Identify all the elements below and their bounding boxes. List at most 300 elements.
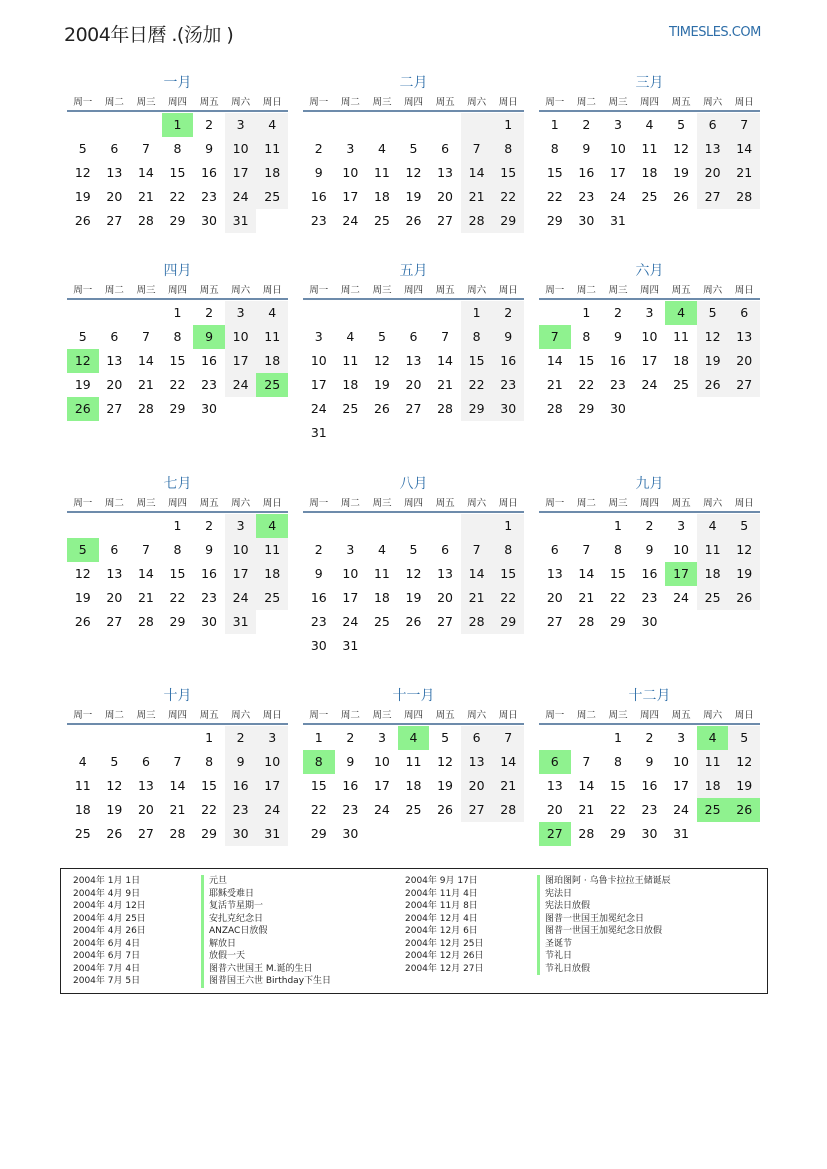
empty-day-cell [571,726,603,750]
empty-day-cell [571,514,603,538]
site-logo[interactable]: TIMESLES.COM [669,25,761,40]
day-cell: 2 [314,542,323,557]
day-cell: 21 [492,774,524,798]
day-cell: 20 [437,590,454,605]
month-2 [303,72,524,233]
day-grid [67,514,288,634]
day-cell: 11 [697,750,729,774]
weekday-label: 周四 [168,97,188,108]
day-cell: 10 [641,329,658,344]
legend-holiday-name: 图普一世国王加冕纪念日放假 [537,925,671,938]
day-cell: 19 [697,349,729,373]
day-cell: 4 [645,117,654,132]
day-cell: 17 [310,377,327,392]
day-cell: 23 [609,377,626,392]
day-cell: 22 [609,802,626,817]
day-cell: 26 [405,213,422,228]
weekday-label: 周五 [199,498,219,509]
weekday-label: 周五 [435,710,455,721]
month-title: 五月 [399,263,428,279]
day-grid [67,113,288,233]
legend-names-left [201,875,331,988]
weekday-header [539,495,760,513]
weekday-header [539,707,760,725]
day-cell: 19 [673,165,690,180]
day-cell: 20 [728,349,760,373]
day-cell: 23 [641,590,658,605]
weekday-label: 周四 [640,498,660,509]
day-cell: 20 [106,377,123,392]
weekday-label: 周四 [404,285,424,296]
day-cell: 28 [137,614,154,629]
holiday-day-cell: 4 [665,301,697,325]
day-cell: 1 [550,117,559,132]
day-cell: 5 [110,754,119,769]
day-cell: 8 [173,141,182,156]
weekday-label: 周四 [640,97,660,108]
weekday-label: 周三 [372,97,392,108]
month-12 [539,685,760,846]
day-cell: 20 [106,189,123,204]
holiday-legend [60,868,768,994]
day-cell: 11 [641,141,658,156]
day-cell: 14 [137,165,154,180]
weekday-header [539,94,760,112]
legend-date: 2004年 7月 4日 [73,963,141,974]
month-6 [539,260,760,421]
day-cell: 30 [201,614,218,629]
day-cell: 12 [405,566,422,581]
day-cell: 18 [373,590,390,605]
day-cell: 30 [201,213,218,228]
day-cell: 16 [310,189,327,204]
day-cell: 7 [582,754,591,769]
empty-day-cell [539,301,571,325]
day-cell: 22 [492,185,524,209]
empty-day-cell [429,514,461,538]
day-cell: 10 [225,538,257,562]
day-cell: 18 [74,802,91,817]
day-cell: 15 [169,353,186,368]
day-cell: 14 [437,353,454,368]
day-cell: 27 [405,401,422,416]
day-cell: 30 [342,826,359,841]
weekday-label: 周六 [467,97,487,108]
month-title: 十二月 [628,688,671,704]
day-cell: 5 [78,329,87,344]
day-cell: 24 [673,802,690,817]
day-cell: 16 [641,566,658,581]
day-cell: 28 [137,213,154,228]
day-cell: 4 [346,329,355,344]
day-cell: 15 [461,349,493,373]
day-cell: 11 [342,353,359,368]
day-cell: 21 [169,802,186,817]
day-cell: 10 [673,754,690,769]
day-cell: 3 [346,141,355,156]
month-1 [67,72,288,233]
day-cell: 28 [578,614,595,629]
holiday-day-cell: 27 [539,822,571,846]
month-9 [539,473,760,634]
day-cell: 3 [377,730,386,745]
holiday-day-cell: 26 [67,397,99,421]
day-cell: 30 [609,401,626,416]
day-cell: 18 [256,562,288,586]
day-cell: 17 [225,161,257,185]
day-cell: 18 [697,774,729,798]
day-cell: 29 [310,826,327,841]
day-cell: 21 [437,377,454,392]
day-cell: 27 [437,213,454,228]
day-cell: 14 [492,750,524,774]
weekday-label: 周三 [136,97,156,108]
day-cell: 28 [546,401,563,416]
legend-date: 2004年 12月 27日 [405,963,484,974]
holiday-day-cell: 25 [256,373,288,397]
weekday-header [67,94,288,112]
day-cell: 11 [256,325,288,349]
legend-holiday-name: 图普六世国王 M.诞的生日 [201,963,331,976]
weekday-label: 周三 [608,710,628,721]
weekday-label: 周日 [734,97,754,108]
day-cell: 1 [173,518,182,533]
day-cell: 6 [141,754,150,769]
day-cell: 28 [461,610,493,634]
holiday-day-cell: 7 [539,325,571,349]
day-cell: 24 [310,401,327,416]
empty-day-cell [67,514,99,538]
day-cell: 22 [461,373,493,397]
day-cell: 29 [492,610,524,634]
day-cell: 29 [169,614,186,629]
day-cell: 12 [74,165,91,180]
day-cell: 26 [74,614,91,629]
day-cell: 24 [256,798,288,822]
day-cell: 2 [205,305,214,320]
weekday-label: 周五 [199,710,219,721]
day-cell: 17 [373,778,390,793]
weekday-label: 周四 [640,710,660,721]
empty-day-cell [398,301,430,325]
day-cell: 4 [256,301,288,325]
day-cell: 30 [578,213,595,228]
day-cell: 12 [728,538,760,562]
holiday-day-cell: 9 [193,325,225,349]
empty-day-cell [429,113,461,137]
day-cell: 29 [546,213,563,228]
weekday-label: 周三 [372,285,392,296]
day-cell: 29 [492,209,524,233]
legend-holiday-name: ANZAC日放假 [201,925,331,938]
day-cell: 15 [609,778,626,793]
weekday-label: 周六 [703,97,723,108]
weekday-label: 周日 [734,498,754,509]
day-cell: 3 [346,542,355,557]
day-cell: 17 [342,590,359,605]
day-cell: 20 [137,802,154,817]
day-grid [539,514,760,634]
day-cell: 22 [310,802,327,817]
day-cell: 3 [645,305,654,320]
weekday-label: 周六 [467,285,487,296]
legend-holiday-name: 节礼日 [537,950,671,963]
day-cell: 20 [405,377,422,392]
day-cell: 10 [310,353,327,368]
day-cell: 25 [256,185,288,209]
legend-holiday-name: 宪法日放假 [537,900,671,913]
day-cell: 25 [74,826,91,841]
day-cell: 24 [225,185,257,209]
weekday-header [67,495,288,513]
weekday-label: 周二 [104,97,124,108]
day-cell: 11 [405,754,422,769]
day-cell: 7 [492,726,524,750]
month-title: 六月 [635,263,664,279]
day-cell: 3 [225,113,257,137]
day-cell: 23 [492,373,524,397]
day-cell: 5 [377,329,386,344]
day-cell: 6 [441,141,450,156]
day-cell: 31 [673,826,690,841]
day-cell: 17 [673,778,690,793]
day-cell: 27 [106,614,123,629]
day-cell: 29 [461,397,493,421]
weekday-header [303,707,524,725]
month-title: 三月 [635,75,664,91]
empty-day-cell [67,726,99,750]
day-cell: 6 [697,113,729,137]
empty-day-cell [130,514,162,538]
legend-date: 2004年 12月 4日 [405,913,478,924]
month-title: 七月 [163,476,192,492]
day-cell: 29 [609,826,626,841]
day-cell: 13 [106,566,123,581]
legend-date: 2004年 12月 6日 [405,926,478,936]
day-cell: 19 [106,802,123,817]
day-cell: 4 [256,113,288,137]
day-cell: 2 [645,518,654,533]
day-cell: 16 [609,353,626,368]
day-cell: 22 [578,377,595,392]
day-grid [303,514,524,658]
day-cell: 27 [106,213,123,228]
day-cell: 22 [169,377,186,392]
weekday-label: 周六 [703,710,723,721]
day-cell: 27 [137,826,154,841]
day-cell: 2 [314,141,323,156]
day-cell: 31 [342,638,359,653]
empty-day-cell [461,514,493,538]
empty-day-cell [99,301,131,325]
day-cell: 25 [342,401,359,416]
empty-day-cell [539,726,571,750]
day-cell: 21 [137,189,154,204]
weekday-label: 周六 [231,97,251,108]
day-cell: 2 [205,117,214,132]
month-8 [303,473,524,658]
day-cell: 7 [141,141,150,156]
day-grid [539,726,760,846]
month-11 [303,685,524,846]
day-cell: 16 [492,349,524,373]
day-cell: 16 [310,590,327,605]
weekday-label: 周一 [73,97,93,108]
weekday-label: 周四 [168,498,188,509]
day-cell: 19 [74,189,91,204]
day-cell: 13 [106,353,123,368]
empty-day-cell [130,301,162,325]
day-cell: 29 [578,401,595,416]
day-cell: 19 [405,590,422,605]
holiday-day-cell: 12 [67,349,99,373]
day-cell: 25 [256,586,288,610]
weekday-label: 周六 [231,498,251,509]
day-cell: 23 [201,590,218,605]
day-cell: 31 [609,213,626,228]
day-cell: 13 [546,778,563,793]
day-cell: 26 [697,373,729,397]
weekday-label: 周二 [104,285,124,296]
day-cell: 17 [256,774,288,798]
holiday-day-cell: 5 [67,538,99,562]
day-cell: 5 [728,514,760,538]
day-cell: 14 [461,562,493,586]
holiday-day-cell: 4 [697,726,729,750]
day-cell: 26 [106,826,123,841]
day-cell: 9 [314,566,323,581]
month-title: 二月 [399,75,428,91]
day-cell: 14 [137,353,154,368]
empty-day-cell [366,301,398,325]
weekday-label: 周四 [168,710,188,721]
day-cell: 7 [441,329,450,344]
day-cell: 15 [492,161,524,185]
day-cell: 9 [645,542,654,557]
holiday-day-cell: 1 [162,113,194,137]
weekday-label: 周四 [404,498,424,509]
legend-date: 2004年 4月 9日 [73,888,141,899]
day-cell: 12 [405,165,422,180]
day-cell: 5 [697,301,729,325]
day-cell: 1 [613,518,622,533]
day-cell: 9 [645,754,654,769]
day-cell: 30 [641,826,658,841]
day-cell: 16 [641,778,658,793]
legend-names-right [537,875,671,975]
day-cell: 18 [256,161,288,185]
empty-day-cell [130,113,162,137]
day-cell: 10 [342,165,359,180]
weekday-label: 周一 [545,97,565,108]
weekday-label: 周三 [136,285,156,296]
day-cell: 25 [697,586,729,610]
month-title: 九月 [635,476,664,492]
empty-day-cell [366,113,398,137]
day-cell: 7 [173,754,182,769]
day-cell: 3 [677,730,686,745]
month-4 [67,260,288,421]
day-cell: 17 [609,165,626,180]
day-cell: 1 [492,514,524,538]
day-cell: 29 [169,401,186,416]
day-cell: 19 [74,590,91,605]
empty-day-cell [398,514,430,538]
day-cell: 20 [546,590,563,605]
day-cell: 12 [373,353,390,368]
day-cell: 26 [673,189,690,204]
day-cell: 7 [141,542,150,557]
legend-dates-right [405,875,484,975]
day-cell: 23 [342,802,359,817]
day-cell: 8 [492,137,524,161]
day-cell: 13 [697,137,729,161]
day-cell: 13 [461,750,493,774]
day-cell: 23 [225,798,257,822]
day-cell: 28 [728,185,760,209]
weekday-label: 周六 [703,498,723,509]
day-cell: 12 [437,754,454,769]
day-cell: 2 [582,117,591,132]
day-cell: 14 [169,778,186,793]
day-cell: 25 [641,189,658,204]
day-cell: 21 [728,161,760,185]
day-cell: 19 [74,377,91,392]
day-cell: 14 [578,566,595,581]
legend-holiday-name: 安扎克纪念日 [201,913,331,926]
legend-holiday-name: 宪法日 [537,888,671,901]
month-title: 一月 [163,75,192,91]
holiday-day-cell: 25 [697,798,729,822]
day-cell: 31 [225,209,257,233]
day-cell: 9 [346,754,355,769]
day-cell: 21 [137,590,154,605]
day-cell: 14 [137,566,154,581]
day-cell: 11 [697,538,729,562]
weekday-header [303,282,524,300]
weekday-label: 周日 [262,97,282,108]
empty-day-cell [130,726,162,750]
day-cell: 5 [409,542,418,557]
day-cell: 25 [405,802,422,817]
month-title: 十月 [163,688,192,704]
legend-date: 2004年 9月 17日 [405,876,478,886]
day-cell: 21 [137,377,154,392]
weekday-label: 周二 [576,498,596,509]
day-grid [303,301,524,445]
day-cell: 3 [314,329,323,344]
day-cell: 3 [613,117,622,132]
day-cell: 5 [409,141,418,156]
weekday-label: 周五 [671,498,691,509]
day-cell: 4 [377,141,386,156]
day-cell: 15 [609,566,626,581]
weekday-label: 周日 [262,710,282,721]
weekday-label: 周六 [703,285,723,296]
day-cell: 18 [342,377,359,392]
day-cell: 15 [310,778,327,793]
legend-date: 2004年 11月 8日 [405,901,478,911]
day-grid [303,726,524,846]
day-cell: 15 [169,566,186,581]
day-cell: 3 [225,301,257,325]
day-cell: 8 [582,329,591,344]
month-title: 四月 [163,263,192,279]
day-cell: 15 [546,165,563,180]
day-cell: 14 [461,161,493,185]
legend-date: 2004年 4月 25日 [73,913,146,924]
day-cell: 8 [613,542,622,557]
